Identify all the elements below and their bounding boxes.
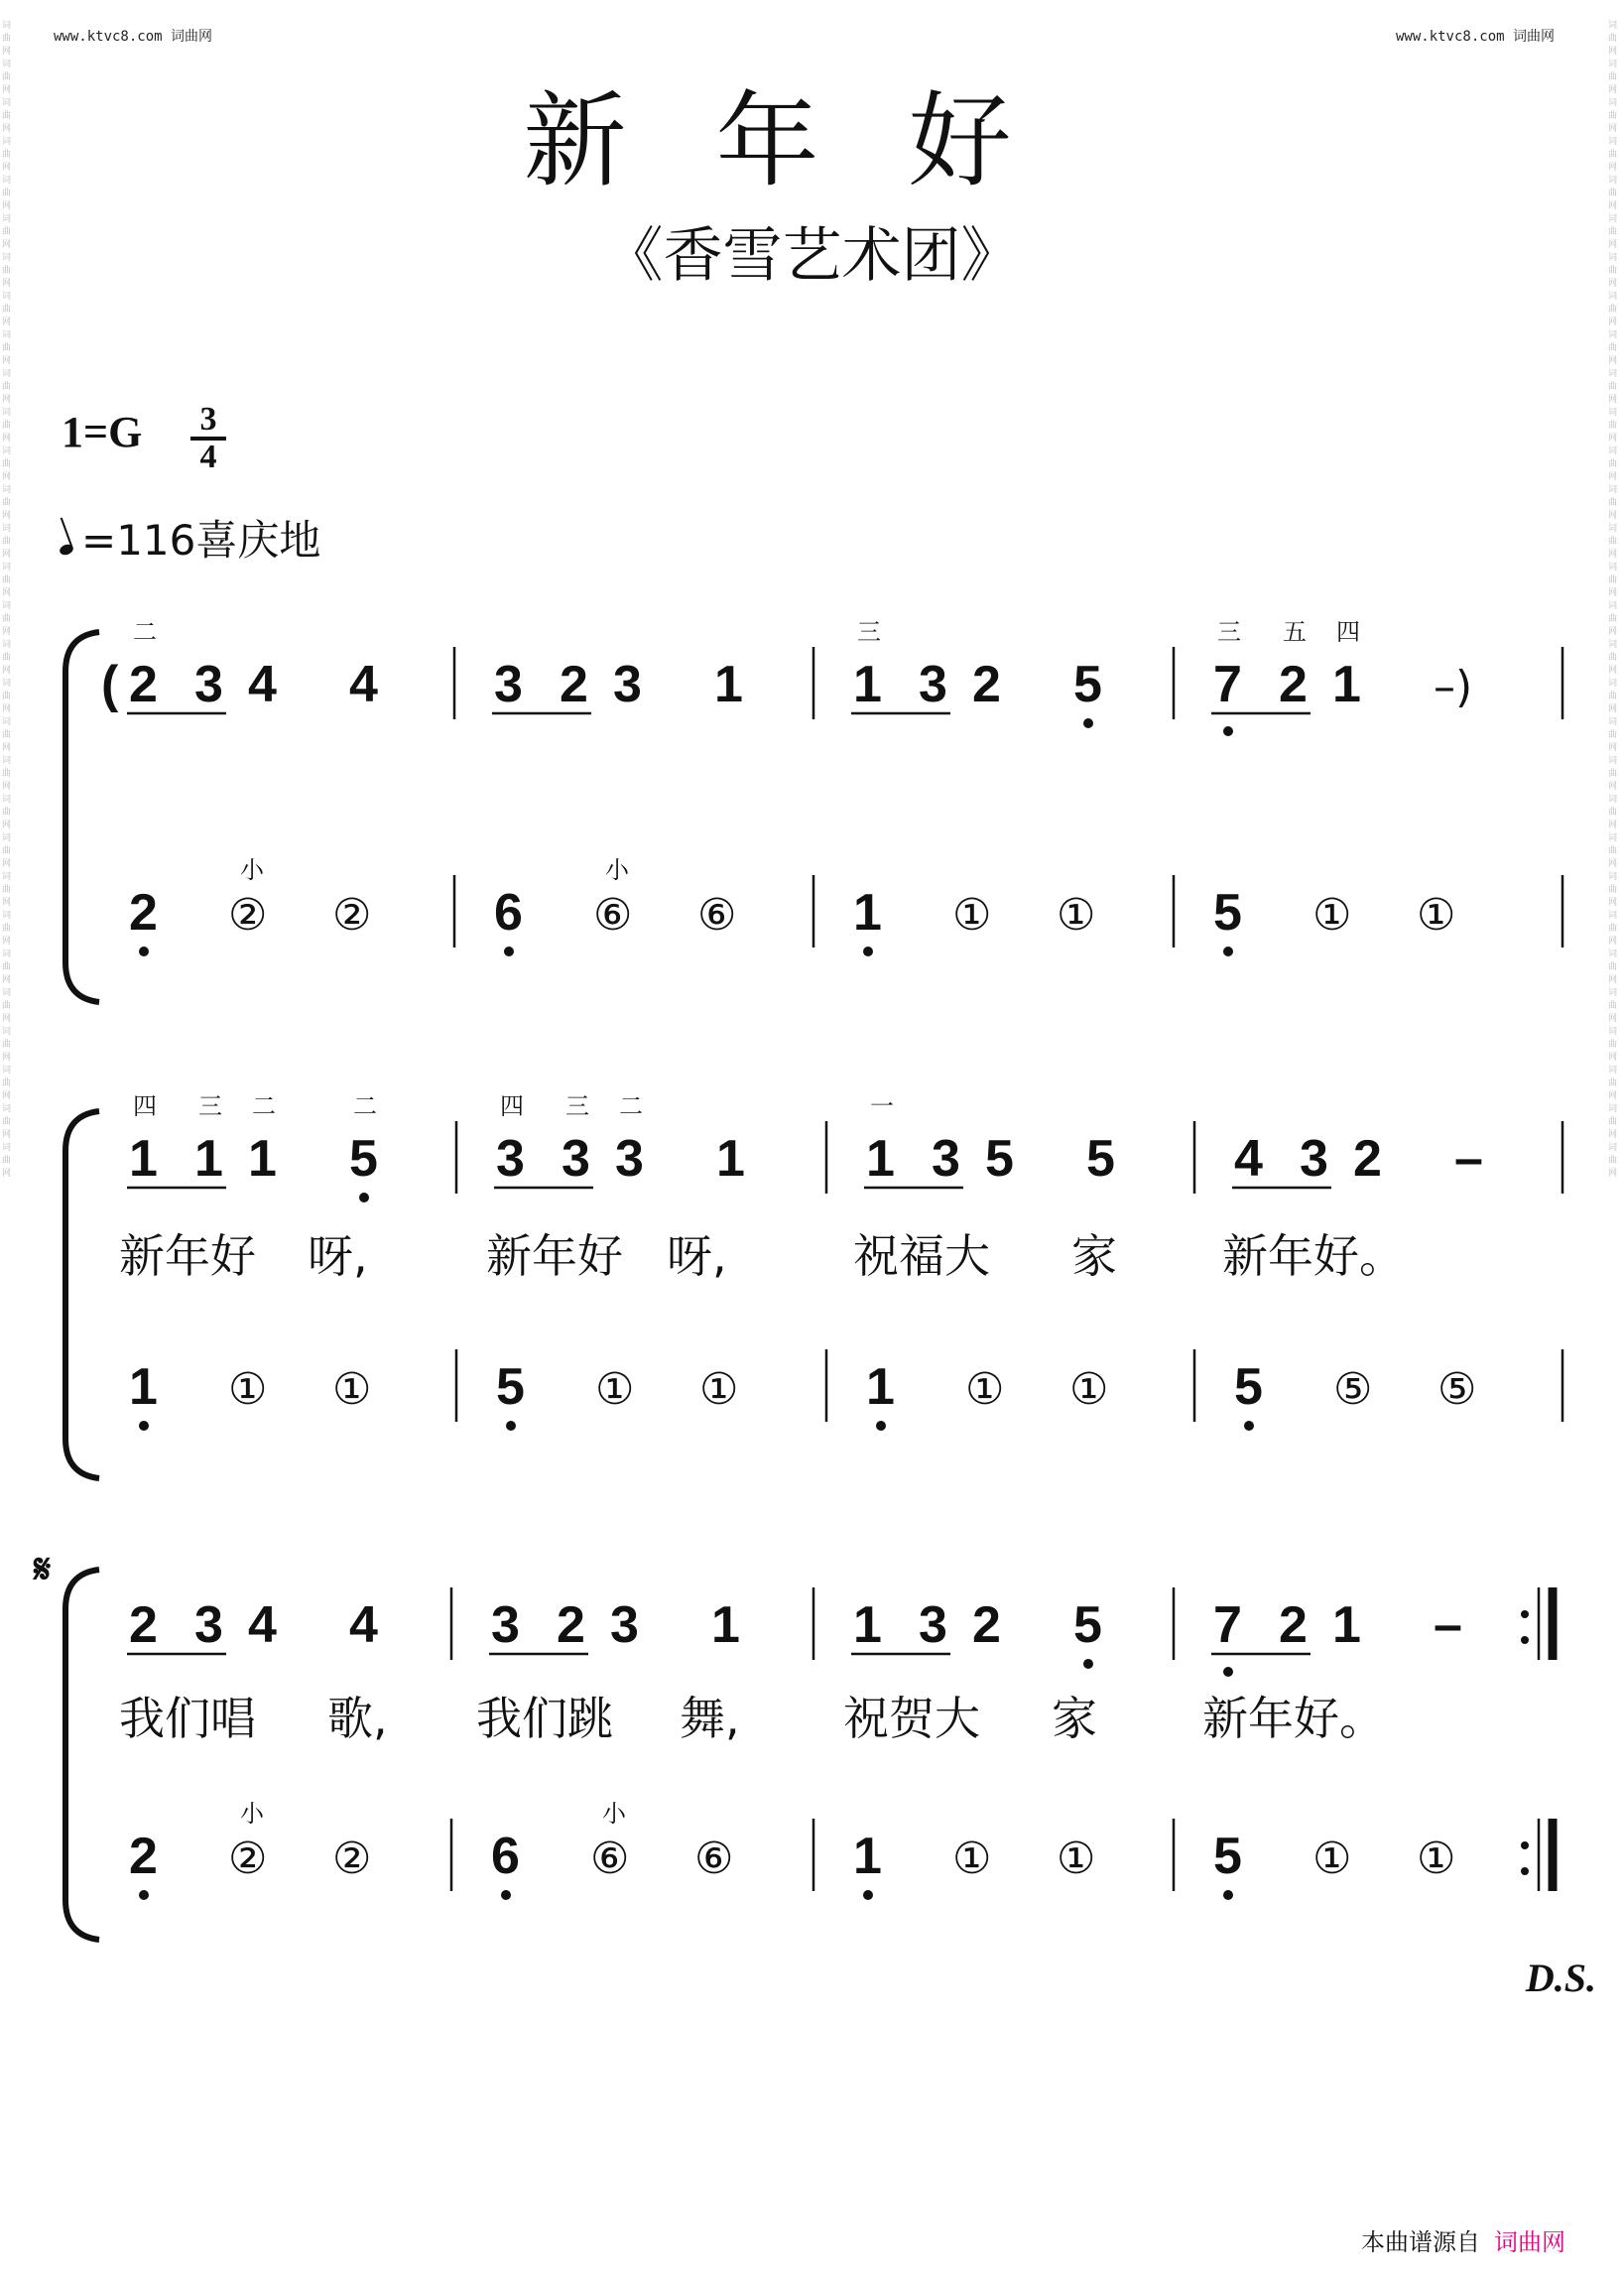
segno-icon: 𝄋	[34, 1547, 52, 1592]
lyric-word: 我们唱	[119, 1692, 256, 1745]
note: ①	[1057, 890, 1096, 941]
note: 2	[129, 1828, 158, 1885]
fingering-label: 四	[500, 1092, 524, 1120]
octave-dot-below	[863, 947, 873, 956]
fingering-label: 小	[602, 1800, 626, 1828]
side-watermark-left: 词曲网词曲网词曲网词曲网词曲网词曲网词曲网词曲网词曲网词曲网词曲网词曲网词曲网词曲网词曲网词曲网词曲网词曲网词曲网词曲网词曲网词曲网词曲网词曲网词曲网词曲网词曲网词曲网词曲网词曲网	[2, 21, 12, 1179]
octave-dot-below	[863, 1890, 873, 1900]
note: 1	[714, 656, 743, 713]
note: ①	[952, 890, 992, 941]
octave-dot-below	[1223, 947, 1233, 956]
note: –)	[1434, 662, 1473, 712]
note: ⑥	[694, 1834, 734, 1884]
fingering-label: 二	[619, 1092, 643, 1120]
note: ①	[595, 1364, 635, 1415]
system-bracket	[65, 1111, 99, 1478]
source-credit	[1361, 2222, 1565, 2257]
note: ②	[332, 1834, 372, 1884]
note: ⑥	[697, 890, 737, 941]
tempo-text: =116喜庆地	[81, 516, 321, 565]
fingering-label: 一	[870, 1092, 894, 1120]
lyric-word: 祝贺大	[843, 1692, 980, 1745]
note: 3	[615, 1130, 644, 1188]
note: 5	[1213, 1828, 1242, 1885]
note: ⑤	[1333, 1364, 1373, 1415]
note: ①	[1312, 890, 1352, 941]
note: 1	[1332, 1596, 1361, 1654]
note: ①	[332, 1364, 372, 1415]
time-numerator: 3	[199, 401, 217, 438]
note: 1	[248, 1130, 277, 1188]
song-title: 新年好	[523, 80, 1101, 201]
octave-dot-below	[139, 1890, 149, 1900]
note: ①	[1069, 1364, 1109, 1415]
note: 2	[972, 1596, 1001, 1654]
note: ②	[228, 1834, 268, 1884]
note: –	[1454, 1130, 1483, 1188]
system-bracket	[65, 632, 99, 1002]
octave-dot-below	[1223, 1890, 1233, 1900]
lyric-word: 家	[1071, 1229, 1117, 1283]
octave-dot-below	[139, 947, 149, 956]
fingering-label: 小	[240, 1800, 264, 1828]
source-label: 本曲谱源自	[1361, 2228, 1480, 2256]
octave-dot-below	[504, 947, 514, 956]
note: 5	[1086, 1130, 1115, 1188]
note: 3	[919, 656, 947, 713]
note: ①	[1312, 1834, 1352, 1884]
fingering-label: 二	[252, 1092, 276, 1120]
note: ①	[228, 1364, 268, 1415]
note: 1	[1332, 656, 1361, 713]
key-signature: 1=G	[62, 408, 143, 456]
note: ①	[952, 1834, 992, 1884]
note: 1	[194, 1130, 223, 1188]
note: 5	[1073, 1596, 1102, 1654]
octave-dot-below	[506, 1421, 516, 1431]
note: 1	[129, 1130, 158, 1188]
note: 3	[932, 1130, 960, 1188]
header-right: www.ktvc8.com 词曲网	[1395, 29, 1555, 45]
note: 6	[494, 884, 523, 942]
note: 5	[1234, 1358, 1263, 1416]
note: 3	[491, 1596, 520, 1654]
note: ①	[1057, 1834, 1096, 1884]
note: 2	[129, 656, 158, 713]
note: ②	[228, 890, 268, 941]
note: 1	[853, 1828, 882, 1885]
note: 1	[853, 1596, 882, 1654]
fingering-label: 三	[565, 1092, 589, 1120]
note: 4	[1234, 1130, 1263, 1188]
fingering-label: 三	[857, 618, 881, 646]
note: 5	[1213, 884, 1242, 942]
note: 3	[613, 656, 642, 713]
fingering-label: 小	[605, 856, 629, 884]
note: 1	[716, 1130, 745, 1188]
note: 1	[711, 1596, 740, 1654]
octave-dot-below	[1083, 718, 1093, 728]
note: 3	[610, 1596, 639, 1654]
octave-dot-below	[876, 1421, 886, 1431]
dal-segno: D.S.	[1525, 1956, 1596, 2000]
fingering-label: 五	[1283, 618, 1307, 646]
time-denominator: 4	[199, 439, 217, 475]
fingering-label: 小	[240, 856, 264, 884]
note: 2	[972, 656, 1001, 713]
note: 2	[1353, 1130, 1382, 1188]
lyric-word: 呀,	[667, 1229, 727, 1283]
lyric-word: 新年好。	[1222, 1229, 1405, 1283]
note: 3	[562, 1130, 590, 1188]
note: ①	[1417, 890, 1456, 941]
note: ①	[1417, 1834, 1456, 1884]
note: ⑤	[1437, 1364, 1477, 1415]
note: 1	[853, 656, 882, 713]
note: 7	[1213, 656, 1242, 713]
note: 4	[248, 1596, 277, 1654]
note: ①	[699, 1364, 739, 1415]
octave-dot-below	[501, 1890, 511, 1900]
note: –	[1434, 1596, 1462, 1654]
lyric-word: 呀,	[308, 1229, 368, 1283]
lyric-word: 新年好	[486, 1229, 623, 1283]
lyric-word: 新年好	[119, 1229, 256, 1283]
open-paren: (	[101, 656, 119, 713]
fingering-label: 四	[133, 1092, 157, 1120]
fingering-label: 三	[1217, 618, 1241, 646]
system-bracket	[65, 1570, 99, 1940]
lyric-word: 家	[1052, 1692, 1097, 1745]
note: ⑥	[590, 1834, 630, 1884]
octave-dot-below	[359, 1193, 369, 1202]
fingering-label: 二	[353, 1092, 377, 1120]
repeat-dot	[1521, 1610, 1529, 1618]
note: 5	[985, 1130, 1014, 1188]
note: 2	[1279, 1596, 1308, 1654]
note: ②	[332, 890, 372, 941]
note: 1	[866, 1358, 895, 1416]
note: 7	[1213, 1596, 1242, 1654]
note: 2	[557, 1596, 585, 1654]
note: 4	[248, 656, 277, 713]
note: 3	[919, 1596, 947, 1654]
note: 3	[194, 1596, 223, 1654]
side-watermark-right: 词曲网词曲网词曲网词曲网词曲网词曲网词曲网词曲网词曲网词曲网词曲网词曲网词曲网词曲网词曲网词曲网词曲网词曲网词曲网词曲网词曲网词曲网词曲网词曲网词曲网词曲网词曲网词曲网词曲网词曲网	[1608, 21, 1618, 1179]
repeat-dot	[1521, 1841, 1529, 1849]
octave-dot-below	[1223, 726, 1233, 736]
source-brand: 词曲网	[1494, 2228, 1565, 2256]
note: ①	[965, 1364, 1005, 1415]
note: 6	[491, 1828, 520, 1885]
song-subtitle: 《香雪艺术团》	[603, 221, 1021, 291]
note: 3	[1300, 1130, 1328, 1188]
note: ⑥	[593, 890, 633, 941]
note: 5	[349, 1130, 378, 1188]
note: 5	[496, 1358, 525, 1416]
note: 2	[129, 884, 158, 942]
note: 3	[194, 656, 223, 713]
octave-dot-below	[1083, 1659, 1093, 1669]
fingering-label: 四	[1336, 618, 1360, 646]
note: 2	[129, 1596, 158, 1654]
note: 4	[349, 1596, 378, 1654]
note: 4	[349, 656, 378, 713]
octave-dot-below	[1223, 1667, 1233, 1677]
repeat-dot	[1521, 1867, 1529, 1875]
note: 1	[129, 1358, 158, 1416]
header-left: www.ktvc8.com 词曲网	[54, 29, 213, 45]
repeat-dot	[1521, 1636, 1529, 1644]
note: 1	[866, 1130, 895, 1188]
fingering-label: 三	[198, 1092, 222, 1120]
octave-dot-below	[139, 1421, 149, 1431]
note: 5	[1073, 656, 1102, 713]
lyric-word: 我们跳	[476, 1692, 613, 1745]
octave-dot-below	[1244, 1421, 1254, 1431]
note: 3	[496, 1130, 525, 1188]
note: 2	[1279, 656, 1308, 713]
lyric-word: 祝福大	[853, 1229, 990, 1283]
note: 3	[494, 656, 523, 713]
lyric-word: 舞,	[680, 1692, 740, 1745]
note: 2	[560, 656, 588, 713]
lyric-word: 歌,	[327, 1692, 388, 1745]
lyric-word: 新年好。	[1202, 1692, 1385, 1745]
note: 1	[853, 884, 882, 942]
fingering-label: 二	[133, 618, 157, 646]
